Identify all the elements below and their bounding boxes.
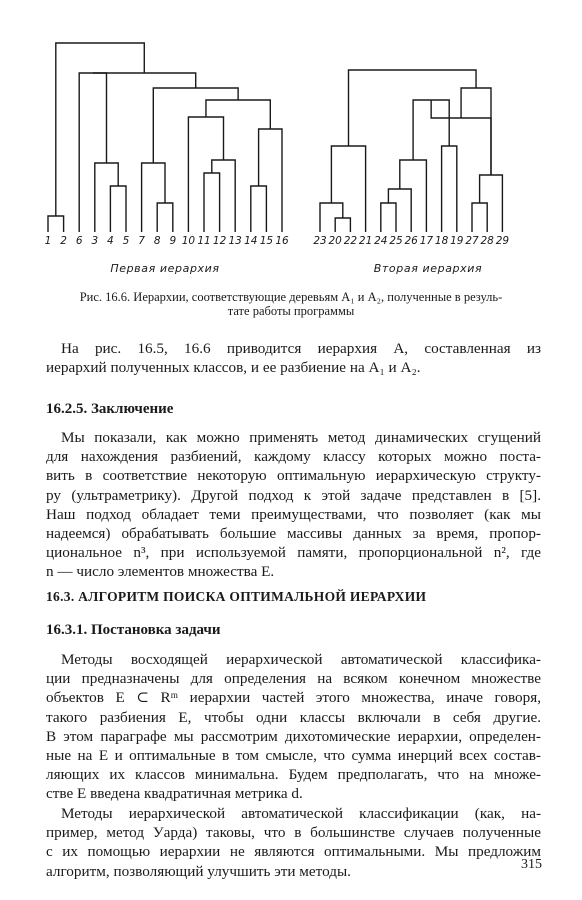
problem-line: такого разбиения E, чтобы одни классы включали в себя другие. — [46, 708, 541, 726]
problem-line: ляющих их классов минимальна. Будем предполагать, что на множе- — [46, 766, 541, 784]
problem-line: пример, метод Уарда) таковы, что в большинстве случаев полученные — [46, 824, 541, 842]
leaf-label: 18 — [434, 235, 449, 247]
conclusion-paragraph — [46, 428, 541, 582]
dendrogram-link — [442, 146, 457, 232]
problem-line: Методы иерархической автоматической классификации (как, на- — [61, 805, 541, 822]
dendrogram-link — [56, 43, 144, 216]
problem-line: ции предназначены для определения на всяком конечном множестве — [46, 670, 541, 688]
section-heading-1631: 16.3.1. Постановка задачи — [46, 622, 221, 638]
conclusion-line: ру (ультраметрику). Другой подход к этой задаче представлен в [5]. — [46, 486, 541, 504]
leaf-label: 6 — [75, 235, 83, 247]
leaf-label: 27 — [465, 235, 479, 247]
conclusion-line: циональное n³, при используемой памяти, пропорциональной n², где — [46, 544, 541, 562]
problem-paragraph-1 — [46, 650, 541, 804]
problem-line: Методы восходящей иерархической автоматической классифика- — [61, 651, 541, 668]
caption-line-2: тате работы программы — [227, 304, 355, 318]
dendrogram-link — [48, 216, 64, 232]
leaf-label: 17 — [419, 235, 434, 247]
dendrogram-link — [79, 73, 106, 232]
dendrogram-link — [93, 73, 196, 88]
leaf-label: 21 — [358, 235, 373, 247]
dendrogram-link — [251, 186, 267, 232]
dendrogram-link — [95, 163, 118, 232]
problem-line: объектов E ⊂ Rᵐ иерархии частей этого множества, иначе говоря, — [46, 689, 541, 707]
leaf-label: 22 — [343, 235, 358, 247]
problem-line: с их помощью иерархии не являются оптимальными. Мы предложим — [46, 843, 541, 861]
problem-line: В этом параграфе мы рассмотрим дихотомические иерархии, определен- — [46, 727, 541, 745]
leaf-label: 24 — [374, 235, 388, 247]
leaf-label: 19 — [450, 235, 464, 247]
conclusion-line: Мы показали, как можно применять метод динамических сгущений — [61, 429, 541, 446]
dendrogram-first-hierarchy — [48, 43, 282, 232]
leaf-labels-second — [313, 235, 509, 247]
figure-dendrograms — [0, 0, 582, 290]
leaf-label: 13 — [228, 235, 242, 247]
figure-caption — [30, 290, 552, 318]
section-heading-1625: 16.2.5. Заключение — [46, 401, 174, 417]
intro-line-2: иерархий полученных классов, и ее разбиение на A₁ и A₂. — [46, 359, 421, 377]
dendrogram-second-hierarchy — [320, 70, 502, 232]
dendrogram-link — [157, 203, 173, 232]
leaf-label: 29 — [495, 235, 510, 247]
leaf-label: 3 — [91, 235, 99, 247]
dendrogram-link — [153, 88, 238, 163]
leaf-label: 7 — [138, 235, 145, 247]
dendrogram-link — [400, 160, 427, 232]
leaf-label: 8 — [153, 235, 161, 247]
second-hierarchy-label: Вторая иерархия — [373, 262, 483, 275]
page-number: 315 — [521, 857, 542, 872]
section-heading-163: 16.3. АЛГОРИТМ ПОИСКА ОПТИМАЛЬНОЙ ИЕРАРХИИ — [46, 589, 427, 604]
leaf-label: 10 — [181, 235, 196, 247]
leaf-label: 12 — [212, 235, 227, 247]
conclusion-line: n — число элементов множества E. — [46, 563, 275, 581]
leaf-label: 11 — [197, 235, 211, 247]
problem-line: алгоритм, позволяющий улучшить эти методы. — [46, 862, 351, 880]
dendrogram-link — [204, 173, 220, 232]
first-hierarchy-label: Первая иерархия — [110, 262, 220, 275]
dendrogram-link — [188, 117, 223, 232]
dendrogram-link — [142, 163, 165, 232]
leaf-label: 4 — [107, 235, 114, 247]
leaf-label: 5 — [122, 235, 130, 247]
conclusion-line: вить в соответствие некоторую оптимальную иерархическую структу- — [46, 467, 541, 485]
conclusion-line: надеемся) обрабатывать большие массивы данных за время, пропор- — [46, 524, 541, 542]
leaf-labels-first — [45, 235, 289, 247]
leaf-label: 15 — [259, 235, 274, 247]
dendrogram-link — [212, 160, 235, 232]
dendrogram-link — [335, 218, 350, 232]
problem-paragraph-2 — [46, 804, 541, 881]
dendrogram-link — [331, 146, 365, 232]
caption-line-1: Рис. 16.6. Иерархии, соответствующие деревьям A₁ и A₂, полученные в резуль- — [79, 290, 503, 304]
dendrogram-link — [110, 186, 126, 232]
leaf-label: 14 — [244, 235, 258, 247]
conclusion-line: Наш подход обладает теми преимуществами, что позволяет (как мы — [46, 505, 541, 523]
conclusion-line: для нахождения разбиений, каждому классу которых можно поста- — [46, 448, 541, 466]
leaf-label: 1 — [44, 235, 52, 247]
leaf-label: 28 — [480, 235, 494, 247]
leaf-label: 26 — [404, 235, 418, 247]
dendrogram-link — [388, 189, 411, 232]
problem-line: стве E введена квадратичная метрика d. — [46, 785, 303, 803]
leaf-label: 9 — [169, 235, 177, 247]
problem-line: ные на E и оптимальные в том смысле, что сумма инерций всех состав- — [46, 746, 541, 764]
dendrogram-link — [461, 88, 491, 175]
leaf-label: 2 — [60, 235, 67, 247]
intro-paragraph — [46, 339, 541, 377]
leaf-label: 20 — [328, 235, 342, 247]
dendrogram-link — [472, 203, 487, 232]
dendrogram-link — [349, 70, 477, 146]
dendrogram-link — [206, 100, 270, 129]
leaf-label: 23 — [313, 235, 327, 247]
dendrogram-link — [381, 203, 396, 232]
leaf-label: 25 — [389, 235, 403, 247]
dendrogram-link — [259, 129, 282, 232]
intro-line-1: На рис. 16.5, 16.6 приводится иерархия A, составленная из — [61, 340, 541, 357]
leaf-label: 16 — [275, 235, 289, 247]
